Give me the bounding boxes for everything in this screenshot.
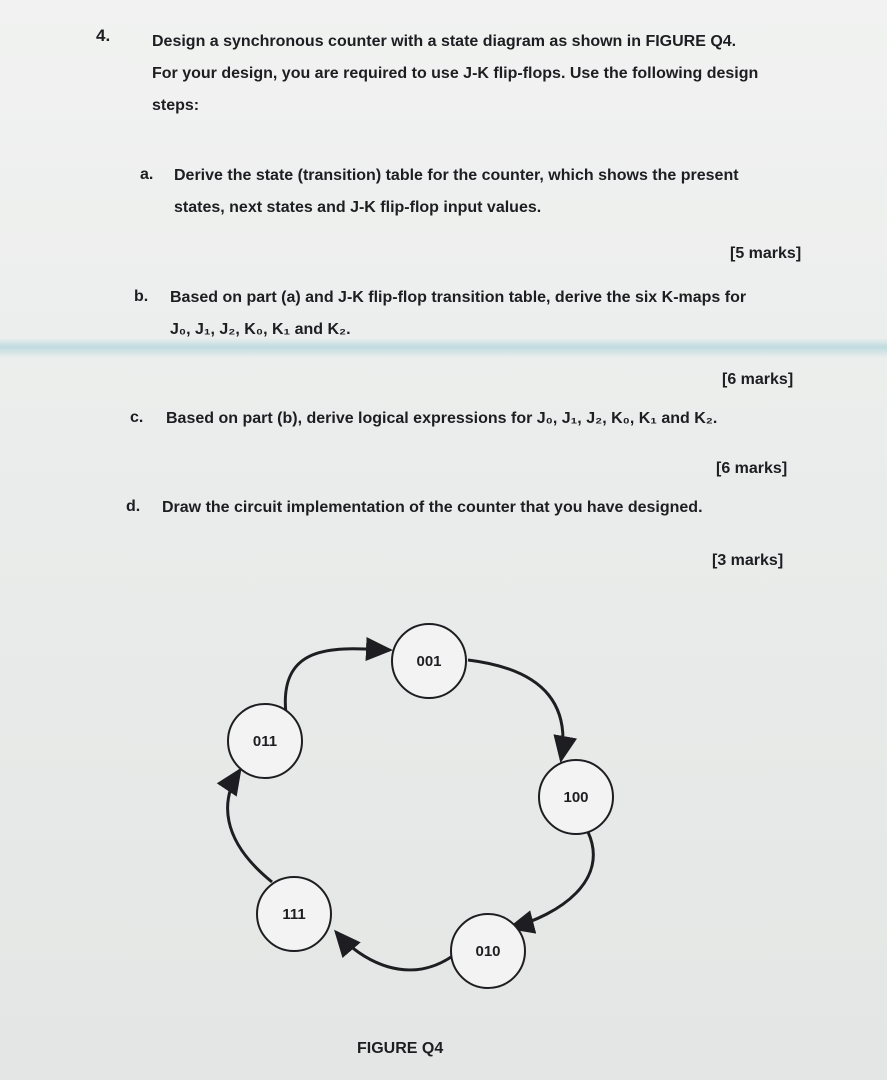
part-c-line-1-pre: Based on <box>166 410 243 427</box>
transition-100-to-010 <box>510 832 593 928</box>
part-a-text <box>174 160 834 224</box>
part-c-label: c. <box>130 409 144 426</box>
state-diagram <box>210 610 640 990</box>
transition-111-to-011 <box>228 770 272 882</box>
figure-caption: FIGURE Q4 <box>357 1040 444 1057</box>
part-a-line-2: states, next states and J-K flip-flop input values. <box>174 199 542 216</box>
state-label-001: 001 <box>416 653 442 670</box>
part-c-ref: part (b) <box>242 410 298 427</box>
state-node-010 <box>451 914 525 988</box>
part-b-ref: part (a) <box>246 289 301 306</box>
state-label-111: 111 <box>282 906 306 923</box>
state-node-001 <box>392 624 466 698</box>
state-node-111 <box>257 877 331 951</box>
intro-line-1: Design a synchronous counter with a state diagram as shown in <box>152 33 646 50</box>
part-c-marks: [6 marks] <box>716 460 788 477</box>
part-a-label: a. <box>140 166 154 183</box>
part-c-line-1-post: , derive logical expressions for J₀, J₁, J₂, K₀, K₁ and K₂. <box>297 410 718 427</box>
figure-reference: FIGURE Q4. <box>645 33 737 50</box>
part-a-marks: [5 marks] <box>730 245 802 262</box>
state-label-011: 011 <box>252 733 278 750</box>
transition-001-to-100 <box>468 660 563 760</box>
intro-line-3: steps: <box>152 97 200 114</box>
intro-line-2: For your design, you are required to use J-K flip-flops. Use the following design <box>152 65 759 82</box>
part-b-text <box>170 282 850 346</box>
state-node-011 <box>228 704 302 778</box>
part-c-text <box>166 403 866 435</box>
part-b-line-1-pre: Based on <box>170 289 247 306</box>
part-b-line-1-post: and J-K flip-flop transition table, derive the six K-maps for <box>300 289 747 306</box>
transition-010-to-111 <box>336 932 458 970</box>
part-b-line-2: J₀, J₁, J₂, K₀, K₁ and K₂. <box>170 321 351 338</box>
state-label-100: 100 <box>563 789 589 806</box>
part-d-marks: [3 marks] <box>712 552 784 569</box>
question-intro <box>152 26 832 122</box>
question-number: 4. <box>96 26 111 45</box>
part-d-line-1: Draw the circuit implementation of the counter that you have designed. <box>162 499 703 516</box>
part-d-label: d. <box>126 498 141 515</box>
part-b-label: b. <box>134 288 149 305</box>
part-b-marks: [6 marks] <box>722 371 794 388</box>
state-label-010: 010 <box>475 943 501 960</box>
state-node-100 <box>539 760 613 834</box>
part-d-text <box>162 492 862 524</box>
part-a-line-1: Derive the state (transition) table for the counter, which shows the present <box>174 167 739 184</box>
transition-011-to-001 <box>285 649 390 714</box>
